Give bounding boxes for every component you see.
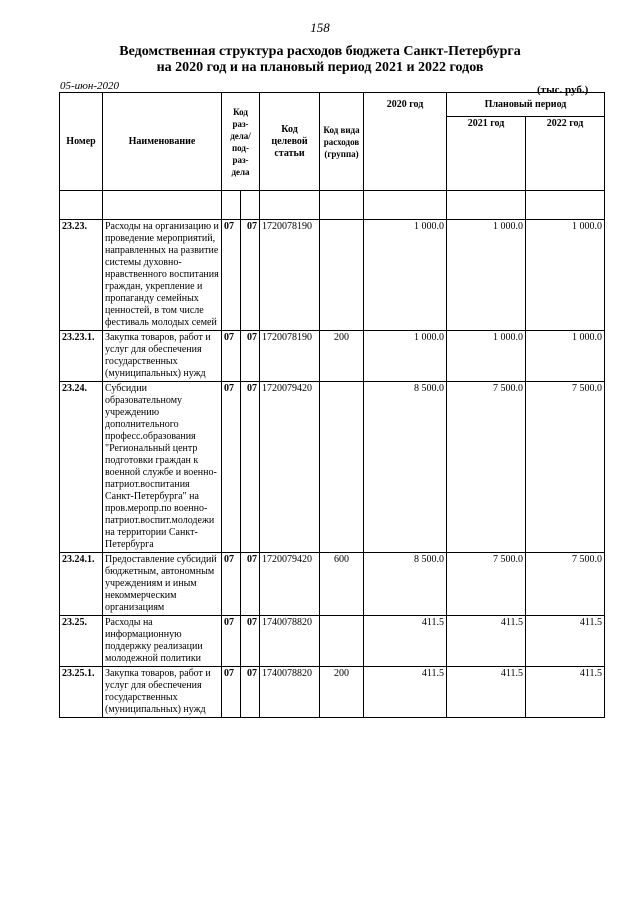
table-row xyxy=(60,667,605,718)
row-target: 1720079420 xyxy=(260,553,320,616)
row-2020: 1 000.0 xyxy=(364,331,447,382)
row-expense-type: 200 xyxy=(320,331,364,382)
row-section: 07 xyxy=(222,616,241,667)
row-2022: 1 000.0 xyxy=(526,220,605,331)
row-target: 1720078190 xyxy=(260,220,320,331)
row-2021: 7 500.0 xyxy=(447,553,526,616)
row-target: 1740078820 xyxy=(260,616,320,667)
row-number: 23.24. xyxy=(60,382,103,553)
header-plan-period: Плановый период xyxy=(447,93,605,117)
row-section: 07 xyxy=(222,382,241,553)
header-section: Код раз-дела/ под-раз-дела xyxy=(222,93,260,191)
table-row xyxy=(60,382,605,553)
header-2022: 2022 год xyxy=(526,117,605,191)
row-subsection: 07 xyxy=(241,667,260,718)
row-2022: 411.5 xyxy=(526,667,605,718)
table-body xyxy=(60,220,605,718)
row-subsection: 07 xyxy=(241,220,260,331)
title-line-1: Ведомственная структура расходов бюджета Санкт-Петербурга xyxy=(119,44,521,59)
row-number: 23.23. xyxy=(60,220,103,331)
row-number: 23.24.1. xyxy=(60,553,103,616)
row-expense-type: 600 xyxy=(320,553,364,616)
document-date: 05-июн-2020 xyxy=(60,80,120,92)
row-subsection: 07 xyxy=(241,382,260,553)
row-2021: 411.5 xyxy=(447,667,526,718)
table-row xyxy=(60,553,605,616)
row-expense-type: 200 xyxy=(320,667,364,718)
row-name: Предоставление субсидий бюджетным, автономным учреждениям и иным некоммерческим организациям xyxy=(103,553,222,616)
document-title xyxy=(0,44,640,76)
table-header xyxy=(60,93,605,220)
row-2020: 8 500.0 xyxy=(364,382,447,553)
title-line-2: на 2020 год и на плановый период 2021 и 2022 годов xyxy=(156,60,484,75)
header-name: Наименование xyxy=(103,93,222,191)
row-target: 1720078190 xyxy=(260,331,320,382)
budget-table xyxy=(59,92,605,718)
row-subsection: 07 xyxy=(241,616,260,667)
row-2021: 1 000.0 xyxy=(447,220,526,331)
header-2021: 2021 год xyxy=(447,117,526,191)
row-2021: 7 500.0 xyxy=(447,382,526,553)
row-expense-type xyxy=(320,616,364,667)
row-subsection: 07 xyxy=(241,331,260,382)
row-2022: 7 500.0 xyxy=(526,553,605,616)
row-name: Расходы на информационную поддержку реализации молодежной политики xyxy=(103,616,222,667)
row-name: Субсидии образовательному учреждению дополнительного професс.образования "Региональный центр подготовки граждан к военной службе и военно-патриот.воспитания Санкт-Петербурга" на пров.меропр.по военно-патриот.воспит.молодежи на территории Санкт-Петербурга xyxy=(103,382,222,553)
table-row xyxy=(60,616,605,667)
row-2020: 8 500.0 xyxy=(364,553,447,616)
row-number: 23.25. xyxy=(60,616,103,667)
header-target: Код целевой статьи xyxy=(260,93,320,191)
row-name: Закупка товаров, работ и услуг для обеспечения государственных (муниципальных) нужд xyxy=(103,667,222,718)
header-expense-type: Код вида расходов (группа) xyxy=(320,93,364,191)
table-row xyxy=(60,220,605,331)
row-name: Закупка товаров, работ и услуг для обеспечения государственных (муниципальных) нужд xyxy=(103,331,222,382)
row-expense-type xyxy=(320,220,364,331)
row-number: 23.25.1. xyxy=(60,667,103,718)
row-2022: 1 000.0 xyxy=(526,331,605,382)
row-name: Расходы на организацию и проведение мероприятий, направленных на развитие системы духовно-нравственного воспитания граждан, укрепление и пропаганду семейных ценностей, в том числе фестиваль молодых семей xyxy=(103,220,222,331)
row-2020: 411.5 xyxy=(364,616,447,667)
row-2021: 411.5 xyxy=(447,616,526,667)
row-2020: 1 000.0 xyxy=(364,220,447,331)
table-row xyxy=(60,331,605,382)
row-2022: 411.5 xyxy=(526,616,605,667)
row-2022: 7 500.0 xyxy=(526,382,605,553)
page-number: 158 xyxy=(310,20,330,35)
row-section: 07 xyxy=(222,220,241,331)
row-number: 23.23.1. xyxy=(60,331,103,382)
header-spacer-row xyxy=(60,191,605,220)
row-2020: 411.5 xyxy=(364,667,447,718)
header-number: Номер xyxy=(60,93,103,191)
row-section: 07 xyxy=(222,553,241,616)
row-target: 1740078820 xyxy=(260,667,320,718)
row-expense-type xyxy=(320,382,364,553)
row-subsection: 07 xyxy=(241,553,260,616)
row-section: 07 xyxy=(222,331,241,382)
row-section: 07 xyxy=(222,667,241,718)
units-label: (тыс. руб.) xyxy=(537,84,589,96)
row-2021: 1 000.0 xyxy=(447,331,526,382)
row-target: 1720079420 xyxy=(260,382,320,553)
header-2020: 2020 год xyxy=(364,93,447,191)
